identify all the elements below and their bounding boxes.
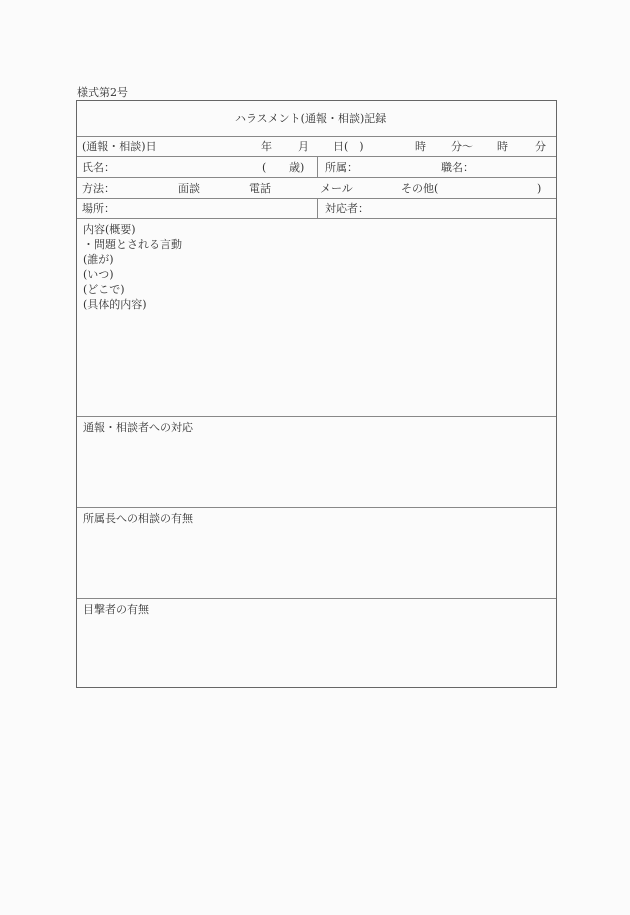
who-label: (誰が)	[83, 253, 114, 266]
affiliation-field[interactable]: 所属：	[325, 161, 358, 174]
consult-section[interactable]	[77, 508, 556, 599]
method-option-other[interactable]: その他(	[401, 182, 439, 195]
date-row	[77, 137, 556, 157]
method-option-interview[interactable]: 面談	[178, 182, 200, 195]
day-field[interactable]: 日( )	[333, 140, 364, 153]
month-field[interactable]: 月	[298, 140, 309, 153]
column-divider	[317, 199, 318, 218]
column-divider	[317, 157, 318, 177]
start-hour-field[interactable]: 時	[415, 140, 426, 153]
date-label: (通報・相談)日	[82, 140, 157, 153]
position-field[interactable]: 職名：	[441, 161, 474, 174]
method-row	[77, 178, 556, 199]
where-label: (どこで)	[83, 283, 125, 296]
harassment-record-form	[76, 100, 557, 688]
title-row	[77, 101, 556, 137]
place-row	[77, 199, 556, 219]
response-label: 通報・相談者への対応	[83, 421, 193, 434]
age-field[interactable]: 歳)	[289, 161, 305, 174]
end-hour-field[interactable]: 時	[497, 140, 508, 153]
problem-behavior-label: ・問題とされる言動	[83, 238, 182, 251]
content-section[interactable]	[77, 219, 556, 417]
method-option-email[interactable]: メール	[320, 182, 353, 195]
form-title: ハラスメント(通報・相談)記録	[235, 112, 387, 125]
other-close-paren: )	[537, 182, 542, 195]
details-label: (具体的内容)	[83, 298, 147, 311]
responder-field[interactable]: 対応者：	[325, 202, 369, 215]
when-label: (いつ)	[83, 268, 114, 281]
content-summary-label: 内容(概要)	[83, 223, 136, 236]
place-field[interactable]: 場所：	[82, 202, 115, 215]
name-row	[77, 157, 556, 178]
form-number: 様式第2号	[77, 86, 128, 99]
name-field[interactable]: 氏名：	[82, 161, 115, 174]
age-open-paren: (	[262, 161, 267, 174]
year-field[interactable]: 年	[261, 140, 272, 153]
start-minute-field[interactable]: 分〜	[451, 140, 473, 153]
method-option-phone[interactable]: 電話	[249, 182, 271, 195]
end-minute-field[interactable]: 分	[535, 140, 546, 153]
method-label: 方法：	[82, 182, 115, 195]
witness-label: 目撃者の有無	[83, 603, 149, 616]
consult-label: 所属長への相談の有無	[83, 512, 193, 525]
witness-section[interactable]	[77, 599, 556, 687]
response-section[interactable]	[77, 417, 556, 508]
